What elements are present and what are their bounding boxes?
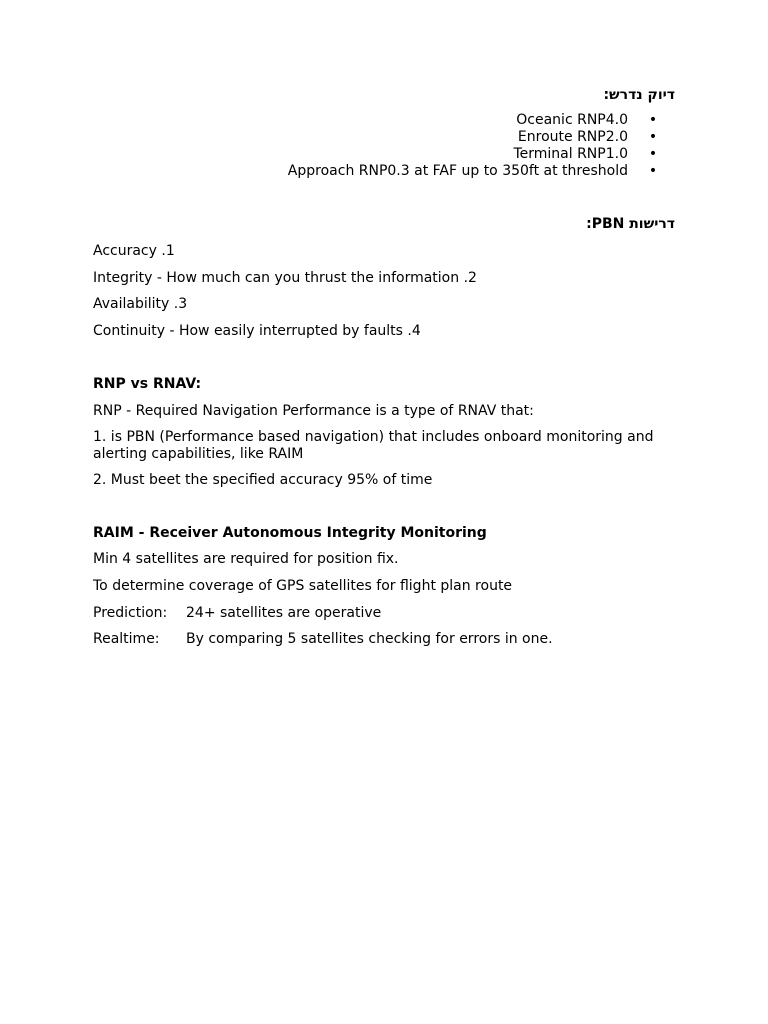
bullet-item-text: Enroute RNP2.0	[517, 129, 628, 145]
paragraph: To determine coverage of GPS satellites for flight plan route	[93, 578, 513, 594]
realtime-text: By comparing 5 satellites checking for errors in one.	[186, 631, 553, 647]
realtime-row	[93, 631, 675, 648]
bullet-item-text: Approach RNP0.3 at FAF up to 350ft at threshold	[287, 163, 628, 179]
pbn-requirements-heading: דרישות PBN:	[586, 216, 675, 232]
document-page	[93, 0, 675, 1024]
prediction-text: 24+ satellites are operative	[186, 605, 382, 621]
paragraph: RNP - Required Navigation Performance is a type of RNAV that:	[93, 403, 534, 419]
prediction-label: Prediction:	[93, 605, 168, 621]
paragraph: 1. is PBN (Performance based navigation) that includes onboard monitoring and alerting capabilities, like RAIM	[93, 429, 654, 462]
bullet-icon: •	[648, 129, 658, 145]
bullet-item-text: Oceanic RNP4.0	[516, 112, 628, 128]
bullet-icon: •	[648, 146, 658, 162]
list-item: Continuity - How easily interrupted by faults .4	[93, 323, 421, 339]
list-item: Availability .3	[93, 296, 188, 312]
bullet-icon: •	[648, 112, 658, 128]
paragraph: 2. Must beet the specified accuracy 95% of time	[93, 472, 433, 488]
realtime-label: Realtime:	[93, 631, 160, 647]
prediction-row	[93, 605, 675, 622]
list-item: Accuracy .1	[93, 243, 175, 259]
list-item: Integrity - How much can you thrust the information .2	[93, 270, 477, 286]
bullet-icon: •	[648, 163, 658, 179]
bullet-item-text: Terminal RNP1.0	[513, 146, 628, 162]
required-accuracy-heading: דיוק נדרש:	[603, 87, 675, 103]
rnp-vs-rnav-heading: RNP vs RNAV:	[93, 376, 202, 392]
raim-heading: RAIM - Receiver Autonomous Integrity Monitoring	[93, 525, 487, 541]
paragraph: Min 4 satellites are required for position fix.	[93, 551, 399, 567]
